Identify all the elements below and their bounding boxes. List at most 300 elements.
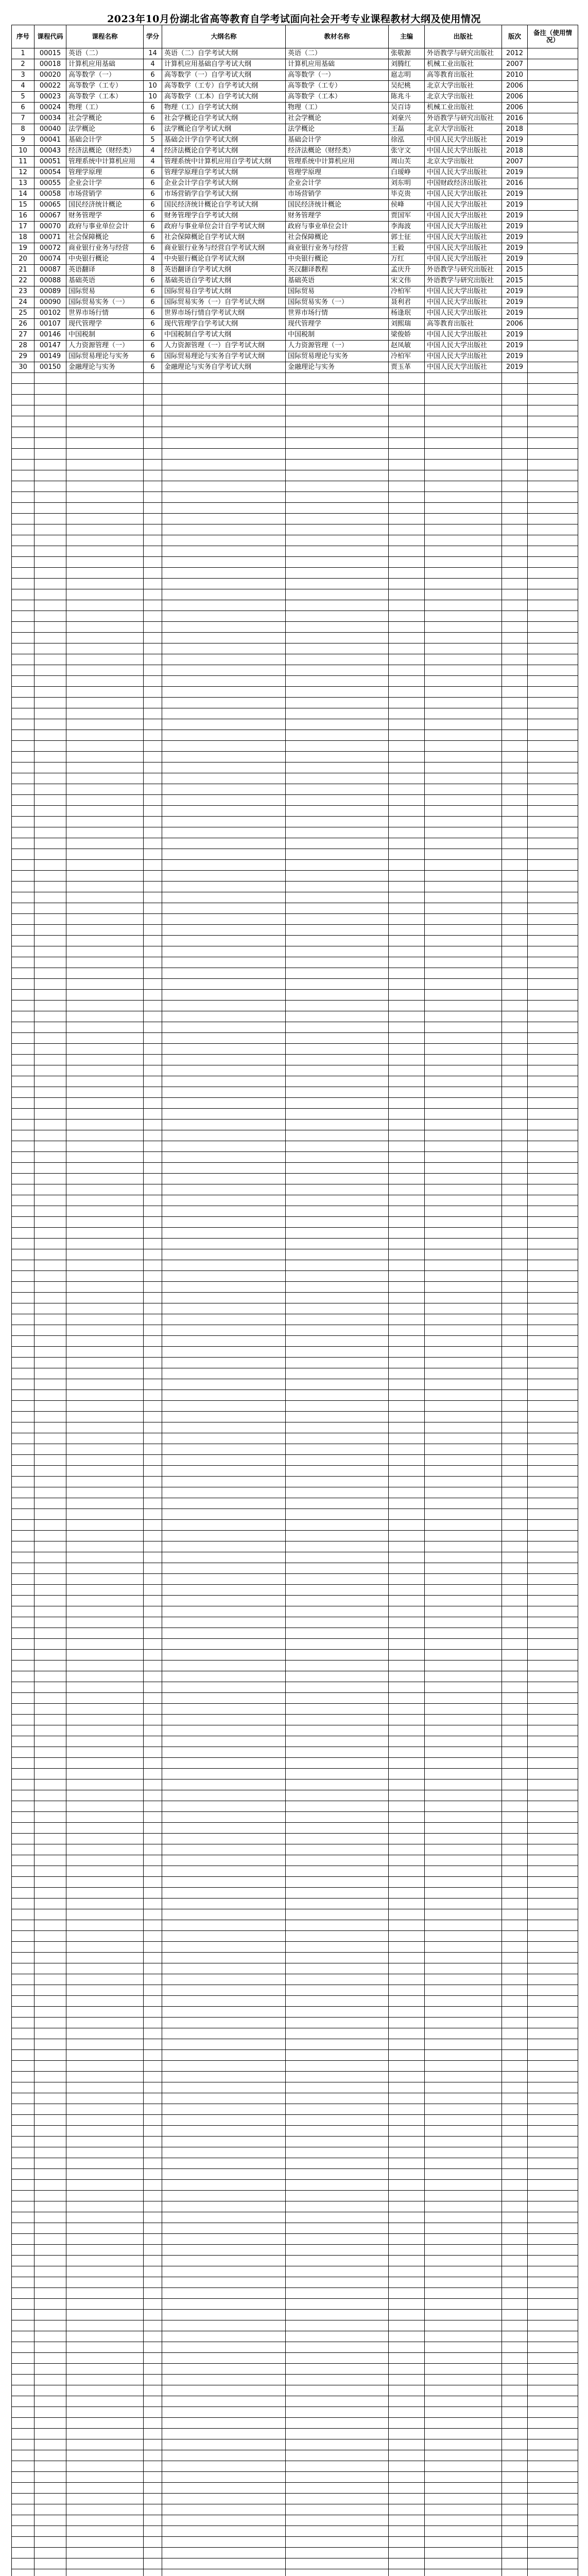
table-row-empty xyxy=(12,1725,578,1736)
table-cell-empty xyxy=(286,2375,389,2385)
table-cell-empty xyxy=(528,741,578,752)
table-row-empty xyxy=(12,2256,578,2266)
table-cell-empty xyxy=(389,2450,425,2461)
table-cell-empty xyxy=(425,1325,502,1336)
table-cell-empty xyxy=(162,2310,286,2320)
table-cell: 英汉翻译教程 xyxy=(286,265,389,276)
table-cell-empty xyxy=(425,524,502,535)
table-cell: 6 xyxy=(144,341,162,351)
table-cell-empty xyxy=(502,470,528,481)
table-cell-empty xyxy=(162,2439,286,2450)
table-cell-empty xyxy=(12,373,34,384)
table-cell-empty xyxy=(34,2191,66,2201)
table-cell-empty xyxy=(162,1563,286,1574)
table-cell: 中国人民大学出版社 xyxy=(425,362,502,373)
table-row-empty xyxy=(12,1520,578,1531)
table-cell: 2012 xyxy=(502,48,528,59)
table-cell: 万红 xyxy=(389,254,425,265)
table-cell-empty xyxy=(389,903,425,914)
table-cell: 23 xyxy=(12,286,34,297)
table-cell-empty xyxy=(34,546,66,557)
table-cell-empty xyxy=(286,1628,389,1639)
table-cell-empty xyxy=(286,1606,389,1617)
table-cell-empty xyxy=(425,1336,502,1347)
table-cell-empty xyxy=(502,1444,528,1455)
table-cell-empty xyxy=(12,2082,34,2093)
table-cell-empty xyxy=(66,1130,144,1141)
table-cell-empty xyxy=(34,405,66,416)
table-cell-empty xyxy=(162,1931,286,1942)
table-cell-empty xyxy=(162,1823,286,1834)
table-cell-empty xyxy=(144,395,162,405)
course-table xyxy=(11,25,578,2576)
table-cell-empty xyxy=(12,871,34,882)
table-cell-empty xyxy=(286,2558,389,2569)
table-cell-empty xyxy=(12,1660,34,1671)
table-cell-empty xyxy=(286,1444,389,1455)
table-cell-empty xyxy=(425,2169,502,2180)
table-cell-empty xyxy=(528,1206,578,1217)
table-cell-empty xyxy=(34,2126,66,2137)
table-cell-empty xyxy=(34,1985,66,1996)
table-cell: 25 xyxy=(12,308,34,319)
table-cell-empty xyxy=(528,2396,578,2407)
table-cell: 00072 xyxy=(34,243,66,254)
table-cell-empty xyxy=(144,1065,162,1076)
table-cell-empty xyxy=(389,1130,425,1141)
table-cell-empty xyxy=(425,1033,502,1044)
table-cell-empty xyxy=(162,903,286,914)
table-cell-empty xyxy=(502,795,528,806)
table-cell-empty xyxy=(425,1531,502,1541)
table-cell-empty xyxy=(162,1477,286,1487)
table-cell-empty xyxy=(425,1606,502,1617)
table-cell-empty xyxy=(528,1693,578,1704)
table-cell-empty xyxy=(66,1617,144,1628)
table-row-empty xyxy=(12,1617,578,1628)
table-row-empty xyxy=(12,827,578,838)
table-cell-empty xyxy=(66,1422,144,1433)
table-cell-empty xyxy=(425,946,502,957)
table-row-empty xyxy=(12,1098,578,1109)
table-cell-empty xyxy=(286,2418,389,2429)
table-cell-empty xyxy=(12,492,34,503)
table-cell-empty xyxy=(144,1195,162,1206)
table-cell-empty xyxy=(389,2050,425,2061)
table-cell xyxy=(528,341,578,351)
table-row-empty xyxy=(12,579,578,589)
table-cell-empty xyxy=(162,2504,286,2515)
table-cell-empty xyxy=(425,1076,502,1087)
table-cell-empty xyxy=(389,384,425,395)
table-cell-empty xyxy=(425,2018,502,2028)
table-cell-empty xyxy=(528,1888,578,1899)
table-cell-empty xyxy=(162,643,286,654)
table-row xyxy=(12,211,578,222)
table-cell: 聂利君 xyxy=(389,297,425,308)
table-row-empty xyxy=(12,2147,578,2158)
table-cell-empty xyxy=(12,2396,34,2407)
table-cell-empty xyxy=(66,2169,144,2180)
table-cell-empty xyxy=(12,1325,34,1336)
table-cell-empty xyxy=(34,1390,66,1401)
table-cell-empty xyxy=(502,1228,528,1239)
table-cell: 中国人民大学出版社 xyxy=(425,146,502,157)
table-row-empty xyxy=(12,1033,578,1044)
table-cell-empty xyxy=(528,2342,578,2353)
table-cell-empty xyxy=(34,2007,66,2018)
table-cell xyxy=(528,59,578,70)
table-cell-empty xyxy=(144,719,162,730)
table-cell-empty xyxy=(286,1650,389,1660)
table-cell-empty xyxy=(502,1195,528,1206)
table-cell-empty xyxy=(528,2364,578,2375)
table-cell-empty xyxy=(389,1801,425,1812)
table-cell-empty xyxy=(12,1098,34,1109)
table-cell-empty xyxy=(144,2472,162,2483)
table-cell-empty xyxy=(66,2342,144,2353)
table-cell-empty xyxy=(528,2320,578,2331)
table-cell-empty xyxy=(425,557,502,568)
table-row-empty xyxy=(12,1498,578,1509)
header-cell: 大纲名称 xyxy=(162,25,286,48)
table-cell-empty xyxy=(286,2277,389,2288)
table-cell-empty xyxy=(12,1574,34,1585)
table-cell-empty xyxy=(286,2537,389,2548)
table-cell-empty xyxy=(425,2407,502,2418)
table-row-empty xyxy=(12,2537,578,2548)
table-cell-empty xyxy=(528,1650,578,1660)
table-cell-empty xyxy=(528,1401,578,1412)
table-cell: 00055 xyxy=(34,178,66,189)
table-cell-empty xyxy=(34,1444,66,1455)
table-row-empty xyxy=(12,2353,578,2364)
table-cell: 国际贸易 xyxy=(286,286,389,297)
table-cell: 市场营销学 xyxy=(286,189,389,200)
table-cell-empty xyxy=(528,860,578,871)
table-row-empty xyxy=(12,2039,578,2050)
table-cell-empty xyxy=(12,2494,34,2504)
table-cell-empty xyxy=(502,2310,528,2320)
table-cell-empty xyxy=(502,633,528,643)
table-cell-empty xyxy=(34,2450,66,2461)
table-cell-empty xyxy=(425,1174,502,1184)
table-row-empty xyxy=(12,1466,578,1477)
table-cell: 国际贸易实务（一）自学考试大纲 xyxy=(162,297,286,308)
table-cell-empty xyxy=(389,2537,425,2548)
table-cell-empty xyxy=(12,1758,34,1769)
table-cell-empty xyxy=(12,2126,34,2137)
table-cell-empty xyxy=(162,936,286,946)
table-cell-empty xyxy=(66,1531,144,1541)
table-cell-empty xyxy=(144,849,162,860)
table-cell-empty xyxy=(528,1844,578,1855)
table-cell-empty xyxy=(425,752,502,762)
table-cell-empty xyxy=(286,1888,389,1899)
table-cell-empty xyxy=(162,2320,286,2331)
table-cell-empty xyxy=(502,1877,528,1888)
table-cell-empty xyxy=(528,1617,578,1628)
table-cell-empty xyxy=(12,2256,34,2266)
table-cell: 管理学原理 xyxy=(66,167,144,178)
table-cell-empty xyxy=(528,481,578,492)
table-cell-empty xyxy=(425,903,502,914)
table-cell-empty xyxy=(162,892,286,903)
table-cell-empty xyxy=(528,449,578,460)
table-cell-empty xyxy=(12,1163,34,1174)
table-cell-empty xyxy=(162,2472,286,2483)
table-cell: 18 xyxy=(12,232,34,243)
table-cell: 2 xyxy=(12,59,34,70)
table-cell-empty xyxy=(66,395,144,405)
table-row-empty xyxy=(12,1303,578,1314)
table-cell-empty xyxy=(502,2407,528,2418)
table-cell-empty xyxy=(502,1574,528,1585)
table-cell-empty xyxy=(144,1520,162,1531)
table-cell-empty xyxy=(34,687,66,698)
table-cell-empty xyxy=(34,1422,66,1433)
table-cell-empty xyxy=(389,990,425,1001)
table-cell-empty xyxy=(286,1855,389,1866)
table-row-empty xyxy=(12,514,578,524)
table-cell: 国际贸易实务（一） xyxy=(66,297,144,308)
table-cell-empty xyxy=(66,1347,144,1358)
table-cell-empty xyxy=(162,1552,286,1563)
table-cell-empty xyxy=(66,2007,144,2018)
table-cell-empty xyxy=(502,1433,528,1444)
table-cell-empty xyxy=(162,2039,286,2050)
table-cell-empty xyxy=(162,611,286,622)
table-cell-empty xyxy=(66,1834,144,1844)
table-cell-empty xyxy=(144,1617,162,1628)
table-cell-empty xyxy=(144,936,162,946)
table-cell-empty xyxy=(286,416,389,427)
table-cell: 6 xyxy=(144,124,162,135)
table-cell xyxy=(528,124,578,135)
table-cell: 李海波 xyxy=(389,222,425,232)
table-row-empty xyxy=(12,784,578,795)
table-cell-empty xyxy=(144,762,162,773)
table-cell-empty xyxy=(66,2288,144,2299)
table-cell-empty xyxy=(12,1563,34,1574)
table-cell-empty xyxy=(144,968,162,979)
table-cell-empty xyxy=(144,1552,162,1563)
table-cell-empty xyxy=(502,1249,528,1260)
table-cell-empty xyxy=(502,1812,528,1823)
table-cell-empty xyxy=(12,589,34,600)
table-cell-empty xyxy=(162,1358,286,1368)
table-cell-empty xyxy=(502,665,528,676)
table-row-empty xyxy=(12,2104,578,2115)
table-cell: 管理系统中计算机应用 xyxy=(286,157,389,167)
table-cell-empty xyxy=(12,1239,34,1249)
table-cell-empty xyxy=(12,2526,34,2537)
table-cell: 00149 xyxy=(34,351,66,362)
table-cell-empty xyxy=(66,2234,144,2245)
table-cell-empty xyxy=(66,795,144,806)
table-cell-empty xyxy=(502,806,528,817)
table-cell-empty xyxy=(66,762,144,773)
table-cell-empty xyxy=(286,2569,389,2576)
table-cell-empty xyxy=(34,1239,66,1249)
table-cell-empty xyxy=(286,1487,389,1498)
table-cell-empty xyxy=(286,568,389,579)
table-cell-empty xyxy=(286,2180,389,2191)
table-cell-empty xyxy=(286,1639,389,1650)
table-cell-empty xyxy=(12,1271,34,1282)
table-cell-empty xyxy=(425,2483,502,2494)
table-cell-empty xyxy=(162,957,286,968)
table-cell-empty xyxy=(12,773,34,784)
table-cell-empty xyxy=(389,1011,425,1022)
table-cell-empty xyxy=(425,741,502,752)
table-cell-empty xyxy=(66,1390,144,1401)
table-cell-empty xyxy=(144,492,162,503)
table-cell-empty xyxy=(162,2494,286,2504)
table-cell-empty xyxy=(162,633,286,643)
table-cell-empty xyxy=(12,676,34,687)
table-row-empty xyxy=(12,1487,578,1498)
table-cell-empty xyxy=(389,1520,425,1531)
table-cell-empty xyxy=(502,1596,528,1606)
table-cell-empty xyxy=(389,2461,425,2472)
table-cell-empty xyxy=(528,698,578,708)
table-cell-empty xyxy=(389,2515,425,2526)
table-cell-empty xyxy=(389,1866,425,1877)
table-cell: 6 xyxy=(144,308,162,319)
table-cell-empty xyxy=(389,2364,425,2375)
table-cell-empty xyxy=(144,676,162,687)
table-cell: 刘熙瑞 xyxy=(389,319,425,330)
table-cell-empty xyxy=(528,2450,578,2461)
table-cell-empty xyxy=(66,1974,144,1985)
table-cell-empty xyxy=(12,1065,34,1076)
table-cell-empty xyxy=(34,1152,66,1163)
table-row-empty xyxy=(12,2191,578,2201)
table-cell-empty xyxy=(389,1541,425,1552)
table-cell-empty xyxy=(528,2050,578,2061)
table-cell-empty xyxy=(286,2364,389,2375)
table-cell: 29 xyxy=(12,351,34,362)
table-cell-empty xyxy=(144,2342,162,2353)
table-cell-empty xyxy=(502,1109,528,1120)
table-cell-empty xyxy=(34,914,66,925)
table-cell-empty xyxy=(502,784,528,795)
table-cell-empty xyxy=(162,1801,286,1812)
table-cell-empty xyxy=(66,1401,144,1412)
table-cell-empty xyxy=(66,2407,144,2418)
table-cell: 2006 xyxy=(502,103,528,113)
table-cell-empty xyxy=(425,1422,502,1433)
table-cell-empty xyxy=(66,2353,144,2364)
table-cell-empty xyxy=(34,1758,66,1769)
table-row xyxy=(12,81,578,92)
table-cell-empty xyxy=(389,1022,425,1033)
table-cell-empty xyxy=(389,1282,425,1293)
table-row-empty xyxy=(12,708,578,719)
table-cell-empty xyxy=(286,1347,389,1358)
table-cell-empty xyxy=(528,373,578,384)
table-cell-empty xyxy=(425,503,502,514)
table-cell-empty xyxy=(425,1823,502,1834)
table-cell-empty xyxy=(66,643,144,654)
table-cell: 中国人民大学出版社 xyxy=(425,286,502,297)
table-cell-empty xyxy=(162,384,286,395)
table-cell-empty xyxy=(34,1585,66,1596)
table-cell-empty xyxy=(528,1769,578,1780)
table-cell-empty xyxy=(286,427,389,438)
table-cell xyxy=(528,103,578,113)
table-cell-empty xyxy=(528,1985,578,1996)
table-cell-empty xyxy=(34,492,66,503)
table-cell-empty xyxy=(389,481,425,492)
table-cell-empty xyxy=(12,2504,34,2515)
table-cell-empty xyxy=(286,1682,389,1693)
table-cell-empty xyxy=(66,2256,144,2266)
table-cell-empty xyxy=(502,2353,528,2364)
header-cell: 课程名称 xyxy=(66,25,144,48)
table-cell-empty xyxy=(502,1336,528,1347)
table-cell-empty xyxy=(389,2245,425,2256)
table-cell-empty xyxy=(66,2526,144,2537)
table-cell-empty xyxy=(34,1704,66,1715)
table-cell-empty xyxy=(66,1336,144,1347)
table-cell-empty xyxy=(162,2548,286,2558)
table-cell-empty xyxy=(425,2472,502,2483)
table-cell-empty xyxy=(66,1011,144,1022)
table-cell-empty xyxy=(144,1120,162,1130)
table-row-empty xyxy=(12,2429,578,2439)
table-cell-empty xyxy=(162,2104,286,2115)
table-cell: 6 xyxy=(144,243,162,254)
table-row-empty xyxy=(12,2342,578,2353)
table-cell-empty xyxy=(34,1433,66,1444)
table-row-empty xyxy=(12,2223,578,2234)
table-cell-empty xyxy=(12,1433,34,1444)
table-cell-empty xyxy=(66,1303,144,1314)
table-cell-empty xyxy=(425,979,502,990)
table-cell-empty xyxy=(162,1888,286,1899)
table-row xyxy=(12,135,578,146)
table-cell-empty xyxy=(389,914,425,925)
table-cell-empty xyxy=(502,1963,528,1974)
table-cell-empty xyxy=(162,1596,286,1606)
table-cell-empty xyxy=(144,1184,162,1195)
table-cell-empty xyxy=(425,2093,502,2104)
table-cell: 基础英语 xyxy=(66,276,144,286)
table-cell-empty xyxy=(34,2158,66,2169)
table-cell-empty xyxy=(286,1206,389,1217)
table-cell: 白瑷峥 xyxy=(389,167,425,178)
table-cell-empty xyxy=(425,1801,502,1812)
table-cell: 社会保障概论 xyxy=(286,232,389,243)
table-cell-empty xyxy=(528,2407,578,2418)
table-cell-empty xyxy=(502,373,528,384)
table-cell-empty xyxy=(144,1325,162,1336)
table-cell-empty xyxy=(528,1877,578,1888)
table-cell-empty xyxy=(162,2364,286,2375)
table-cell-empty xyxy=(162,1011,286,1022)
table-cell-empty xyxy=(34,2245,66,2256)
table-row xyxy=(12,92,578,103)
table-cell-empty xyxy=(12,1293,34,1303)
table-cell-empty xyxy=(528,1466,578,1477)
table-cell-empty xyxy=(12,1509,34,1520)
table-cell-empty xyxy=(12,2039,34,2050)
table-cell-empty xyxy=(286,449,389,460)
table-cell-empty xyxy=(502,1585,528,1596)
table-cell-empty xyxy=(162,2223,286,2234)
